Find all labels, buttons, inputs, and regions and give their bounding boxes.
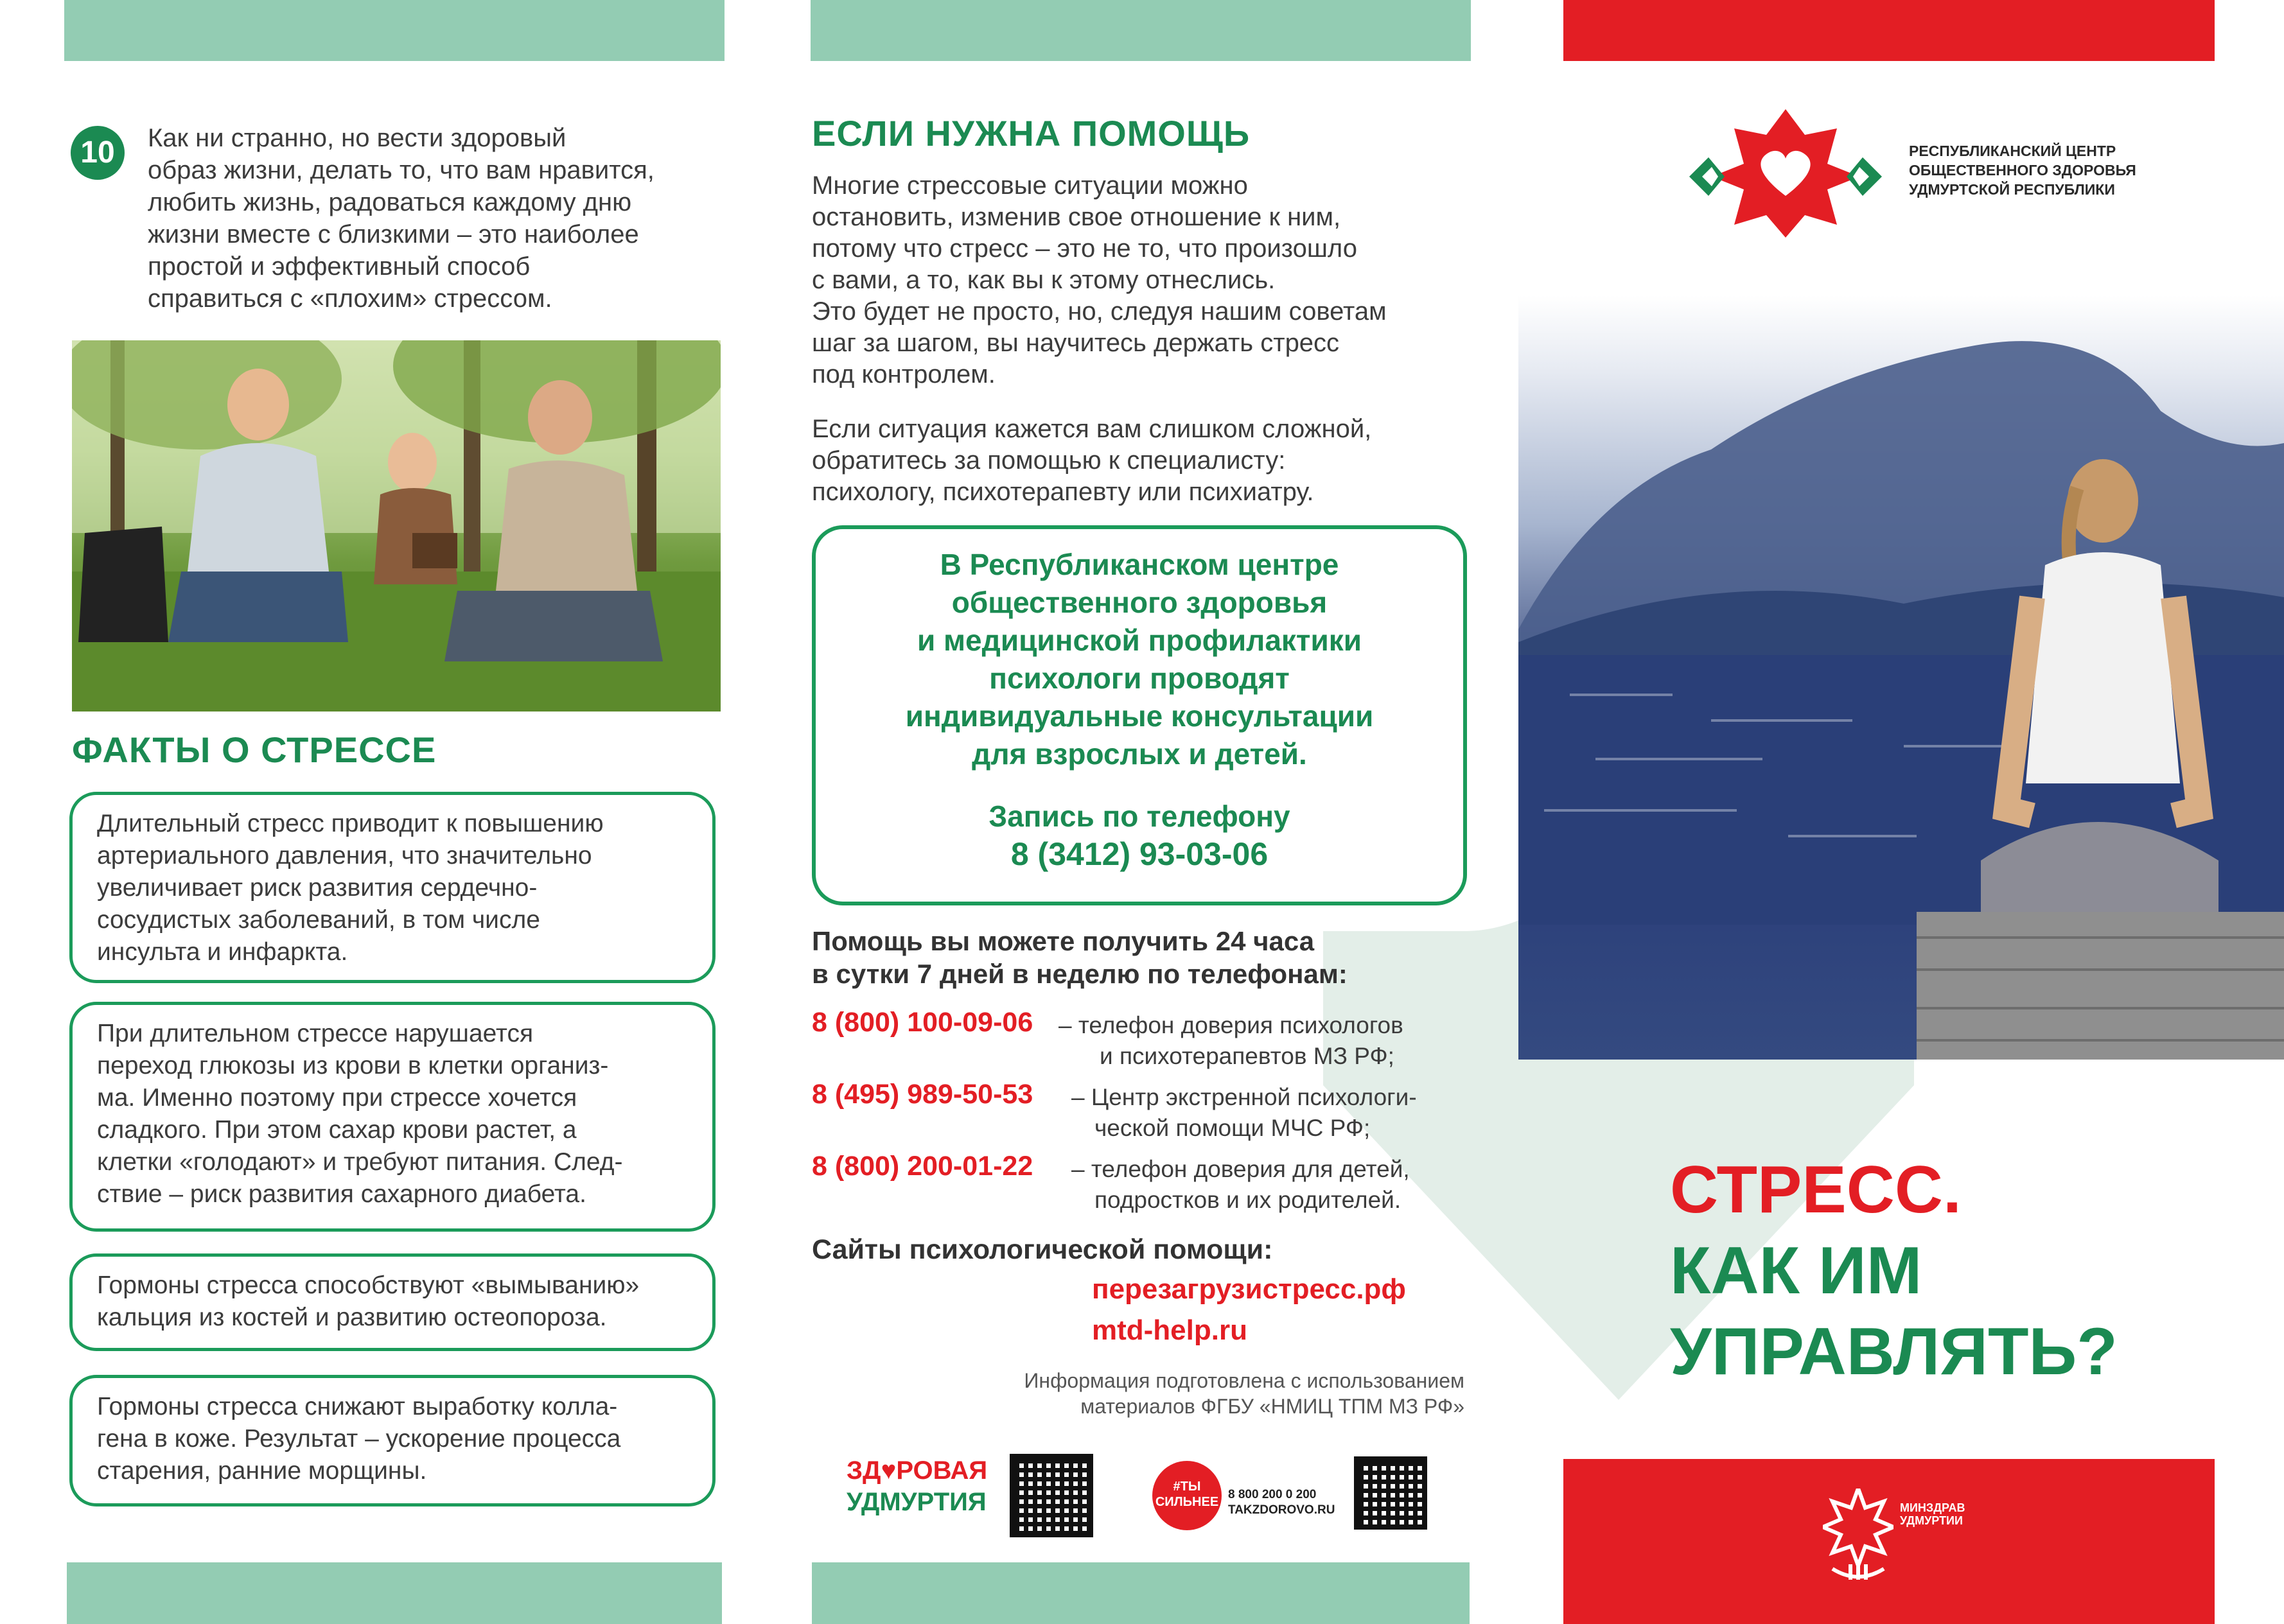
paragraph-line: потому что стресс – это не то, что произошло (812, 234, 1357, 263)
paragraph-line: остановить, изменив свое отношение к ним, (812, 203, 1341, 231)
fact-line: ствие – риск развития сахарного диабета. (97, 1180, 586, 1208)
ministry-line: УДМУРТИИ (1900, 1514, 1963, 1527)
intro-line: любить жизнь, радоваться каждому дню (148, 188, 632, 216)
ty-silnee-badge (1152, 1461, 1222, 1530)
intro-line: простой и эффективный способ (148, 252, 531, 281)
fact-line: гена в коже. Результат – ускорение процесса (97, 1425, 621, 1453)
fact-line: ма. Именно поэтому при стрессе хочется (97, 1084, 577, 1112)
ministry-name (1900, 1501, 1965, 1527)
hotline-row (812, 1079, 1480, 1149)
hotline-number[interactable]: 8 (800) 200-01-22 (812, 1151, 1033, 1182)
hotline-number[interactable]: 8 (800) 100-09-06 (812, 1007, 1033, 1038)
paragraph-line: Многие стрессовые ситуации можно (812, 171, 1248, 200)
center-name-line: РЕСПУБЛИКАНСКИЙ ЦЕНТР (1909, 143, 2116, 159)
number-badge (71, 126, 125, 180)
site-link-1[interactable]: перезагрузистресс.рф (1092, 1273, 1406, 1305)
hotline-intro (812, 925, 1348, 990)
fact-line: При длительном стрессе нарушается (97, 1020, 534, 1047)
paragraph-line: обратитесь за помощью к специалисту: (812, 446, 1286, 475)
badge-line: #ТЫ (1173, 1480, 1201, 1494)
fact-line: увеличивает риск развития сердечно- (97, 874, 538, 902)
paragraph-line: шаг за шагом, вы научитесь держать стресс (812, 329, 1340, 357)
consultation-line: психологи проводят (989, 661, 1290, 695)
fact-line: сладкого. При этом сахар крови растет, а (97, 1116, 577, 1144)
fact-line: переход глюкозы из крови в клетки организ- (97, 1052, 609, 1079)
hotline-number[interactable]: 8 (495) 989-50-53 (812, 1079, 1033, 1110)
fact-box (69, 1253, 716, 1351)
fact-line: Гормоны стресса снижают выработку колла- (97, 1393, 618, 1420)
title-line: КАК ИМ (1670, 1234, 1922, 1308)
consultation-line: для взрослых и детей. (972, 737, 1307, 771)
paragraph-line: под контролем. (812, 360, 996, 389)
hotline-desc: – телефон доверия для детей, (1071, 1156, 1410, 1182)
hotline-desc: – телефон доверия психологов (1059, 1012, 1403, 1038)
friends-photo (72, 340, 721, 712)
help-paragraph-1 (812, 170, 1493, 390)
hotline-desc: – Центр экстренной психологи- (1071, 1084, 1417, 1110)
sites-label: Сайты психологической помощи: (812, 1234, 1273, 1265)
source-note-line: материалов ФГБУ «НМИЦ ТПМ МЗ РФ» (1080, 1395, 1464, 1418)
center-name-line: ОБЩЕСТВЕННОГО ЗДОРОВЬЯ (1909, 162, 2136, 179)
zdorovaya-udmurtia-logo (847, 1456, 988, 1527)
intro-line: образ жизни, делать то, что вам нравится, (148, 156, 654, 184)
fact-line: Гормоны стресса способствуют «вымыванию» (97, 1271, 640, 1299)
consultation-phone-label: Запись по телефону (988, 799, 1290, 833)
public-health-center-logo-icon (1689, 106, 1882, 241)
top-band-left (64, 0, 725, 61)
friends-illustration (72, 340, 721, 712)
hotline-row (812, 1007, 1480, 1078)
paragraph-line: психологу, психотерапевту или психиатру. (812, 478, 1314, 506)
consultation-line: индивидуальные консультации (905, 699, 1374, 733)
hotline-desc: ческой помощи МЧС РФ; (1094, 1115, 1371, 1141)
fact-line: сосудистых заболеваний, в том числе (97, 906, 540, 934)
takzdorovo-info (1228, 1487, 1335, 1518)
consultation-line: общественного здоровья (951, 586, 1328, 619)
site-link-2[interactable]: mtd-help.ru (1092, 1314, 1247, 1346)
logo-text: РОВАЯ (896, 1456, 988, 1485)
fact-box (69, 1002, 716, 1232)
takzdorovo-site[interactable]: TAKZDOROVO.RU (1228, 1503, 1335, 1517)
ministry-logo-icon (1823, 1489, 1893, 1585)
consultation-phone[interactable]: 8 (3412) 93-03-06 (1010, 836, 1269, 872)
consultation-line: В Республиканском центре (940, 548, 1339, 581)
fact-line: старения, ранние морщины. (97, 1457, 427, 1485)
takzdorovo-phone: 8 800 200 0 200 (1228, 1488, 1317, 1501)
fact-box (69, 1375, 716, 1506)
meditation-photo (1518, 295, 2284, 1060)
paragraph-line: с вами, а то, как вы к этому отнеслись. (812, 266, 1276, 294)
facts-heading: ФАКТЫ О СТРЕССЕ (72, 729, 437, 770)
hotline-row (812, 1151, 1480, 1221)
intro-line: жизни вместе с близкими – это наиболее (148, 220, 639, 249)
bottom-band-middle (812, 1562, 1470, 1624)
qr-code-icon[interactable] (1010, 1454, 1093, 1537)
fact-line: артериального давления, что значительно (97, 842, 592, 869)
consultation-box (812, 525, 1467, 905)
source-note (886, 1368, 1464, 1419)
number-badge-label: 10 (80, 135, 115, 170)
hotline-intro-line: Помощь вы можете получить 24 часа (812, 926, 1315, 956)
badge-line: СИЛЬНЕЕ (1155, 1495, 1219, 1509)
intro-text (148, 122, 726, 315)
center-name (1909, 141, 2136, 199)
paragraph-line: Это будет не просто, но, следуя нашим советам (812, 297, 1387, 326)
top-band-middle (811, 0, 1471, 61)
intro-line: Как ни странно, но вести здоровый (148, 124, 567, 152)
bottom-band-left (67, 1562, 722, 1624)
ministry-line: МИНЗДРАВ (1900, 1501, 1965, 1514)
fact-box (69, 792, 716, 983)
title-line: УПРАВЛЯТЬ? (1670, 1314, 2118, 1389)
source-note-line: Информация подготовлена с использованием (1024, 1369, 1464, 1392)
logo-text: ЗД (847, 1456, 881, 1485)
logo-text: УДМУРТИЯ (847, 1488, 987, 1516)
fact-line: клетки «голодают» и требуют питания. След- (97, 1148, 623, 1176)
heart-icon: ♥ (881, 1456, 897, 1485)
intro-line: справиться с «плохим» стрессом. (148, 284, 552, 313)
paragraph-line: Если ситуация кажется вам слишком сложной, (812, 415, 1372, 443)
qr-code-icon[interactable] (1354, 1456, 1427, 1530)
center-name-line: УДМУРТСКОЙ РЕСПУБЛИКИ (1909, 181, 2115, 198)
hotline-desc: подростков и их родителей. (1094, 1187, 1401, 1213)
main-title (1670, 1149, 2118, 1392)
help-paragraph-2 (812, 414, 1493, 508)
hotline-desc: и психотерапевтов МЗ РФ; (1100, 1043, 1394, 1069)
consultation-line: и медицинской профилактики (917, 624, 1362, 657)
top-band-right (1563, 0, 2215, 61)
fact-line: кальция из костей и развитию остеопороза. (97, 1304, 607, 1331)
help-heading: ЕСЛИ НУЖНА ПОМОЩЬ (812, 113, 1251, 153)
fact-line: инсульта и инфаркта. (97, 938, 348, 966)
meditation-illustration (1518, 295, 2284, 1060)
fact-line: Длительный стресс приводит к повышению (97, 810, 604, 837)
title-line: СТРЕСС. (1670, 1153, 1962, 1227)
hotline-intro-line: в сутки 7 дней в неделю по телефонам: (812, 959, 1348, 989)
